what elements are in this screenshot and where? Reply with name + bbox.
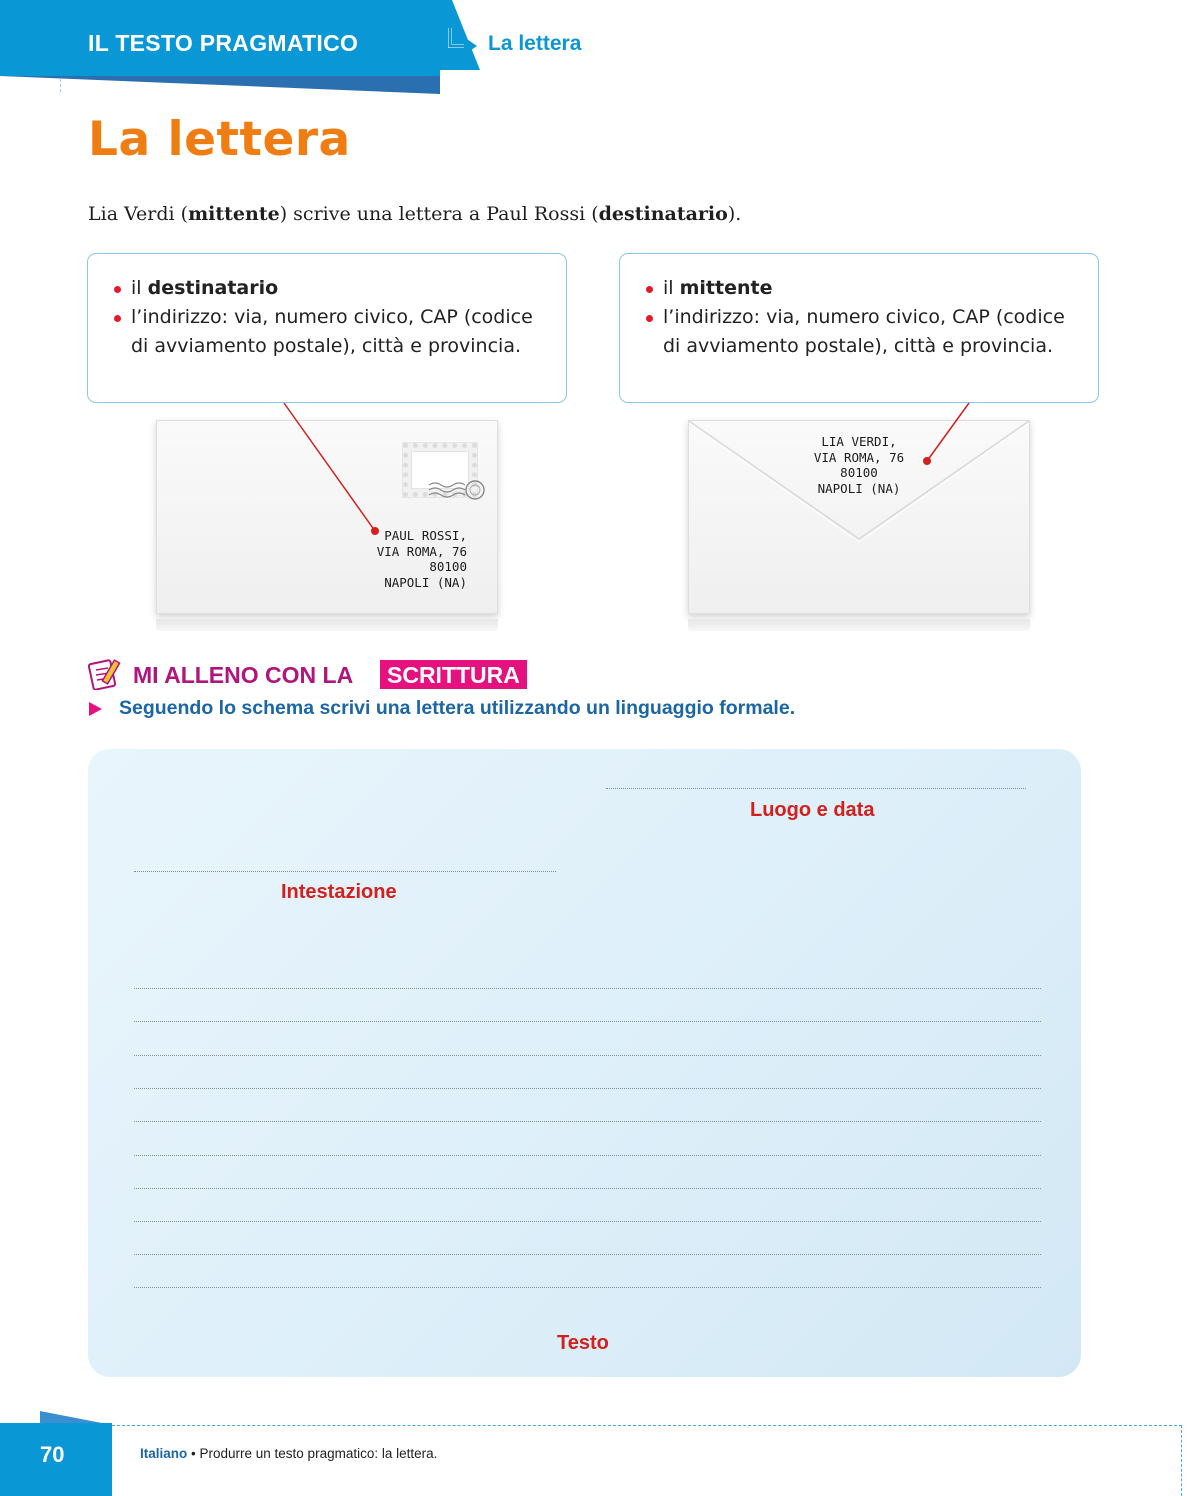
sender-info-box	[619, 253, 1099, 403]
text-line[interactable]	[134, 1155, 1041, 1156]
envelope-front	[156, 420, 498, 614]
page-title: La lettera	[88, 112, 351, 167]
heading-label: Intestazione	[281, 881, 397, 903]
exercise-title: MI ALLENO CON LA	[133, 662, 354, 688]
text-line[interactable]	[134, 1188, 1041, 1189]
envelope-front-shadow	[156, 619, 498, 631]
intro-mittente: mittente	[188, 203, 280, 225]
text-line[interactable]	[134, 1121, 1041, 1122]
footer-text: Italiano • Produrre un testo pragmatico: la lettera.	[140, 1446, 438, 1461]
list-item: il mittente	[646, 274, 1084, 303]
place-date-label: Luogo e data	[750, 799, 875, 821]
arrow-right-icon	[446, 26, 478, 62]
footer-dashed-line	[112, 1425, 1182, 1426]
footer-dashed-line-vertical	[1181, 1425, 1182, 1496]
postmark-icon	[427, 477, 487, 503]
footer-description: Produrre un testo pragmatico: la lettera.	[199, 1446, 438, 1461]
text-line[interactable]	[134, 1254, 1041, 1255]
recipient-info-box	[87, 253, 567, 403]
exercise-tag: SCRITTURA	[380, 660, 527, 689]
list-item: il destinatario	[114, 274, 552, 303]
pencil-notepad-icon	[88, 656, 124, 690]
text-line[interactable]	[134, 1221, 1041, 1222]
triangle-arrow-icon	[89, 702, 102, 716]
subsection-title: La lettera	[488, 32, 582, 55]
text-line[interactable]	[134, 988, 1041, 989]
intro-destinatario: destinatario	[598, 203, 728, 225]
envelope-back	[688, 420, 1030, 614]
envelope-back-shadow	[688, 619, 1030, 631]
place-date-line[interactable]	[606, 788, 1026, 789]
list-item: l’indirizzo: via, numero civico, CAP (codice di avviamento postale), città e provincia.	[646, 303, 1084, 361]
text-line[interactable]	[134, 1021, 1041, 1022]
text-line[interactable]	[134, 1055, 1041, 1056]
text-line[interactable]	[134, 1287, 1041, 1288]
text-label: Testo	[557, 1332, 609, 1354]
list-item: l’indirizzo: via, numero civico, CAP (codice di avviamento postale), città e provincia.	[114, 303, 552, 361]
intro-sentence: Lia Verdi (mittente) scrive una lettera a Paul Rossi (destinatario).	[88, 203, 742, 225]
heading-line[interactable]	[134, 871, 556, 872]
section-title: IL TESTO PRAGMATICO	[88, 30, 359, 56]
page-number: 70	[40, 1442, 65, 1467]
footer-subject: Italiano	[140, 1446, 188, 1461]
exercise-instruction: Seguendo lo schema scrivi una lettera utilizzando un linguaggio formale.	[119, 697, 796, 719]
recipient-address: PAUL ROSSI, VIA ROMA, 76 80100 NAPOLI (NA)	[376, 528, 467, 590]
header-band-shadow	[0, 76, 440, 94]
text-line[interactable]	[134, 1088, 1041, 1089]
sender-address: LIA VERDI, VIA ROMA, 76 80100 NAPOLI (NA)	[813, 434, 905, 496]
letter-writing-panel	[88, 749, 1081, 1377]
